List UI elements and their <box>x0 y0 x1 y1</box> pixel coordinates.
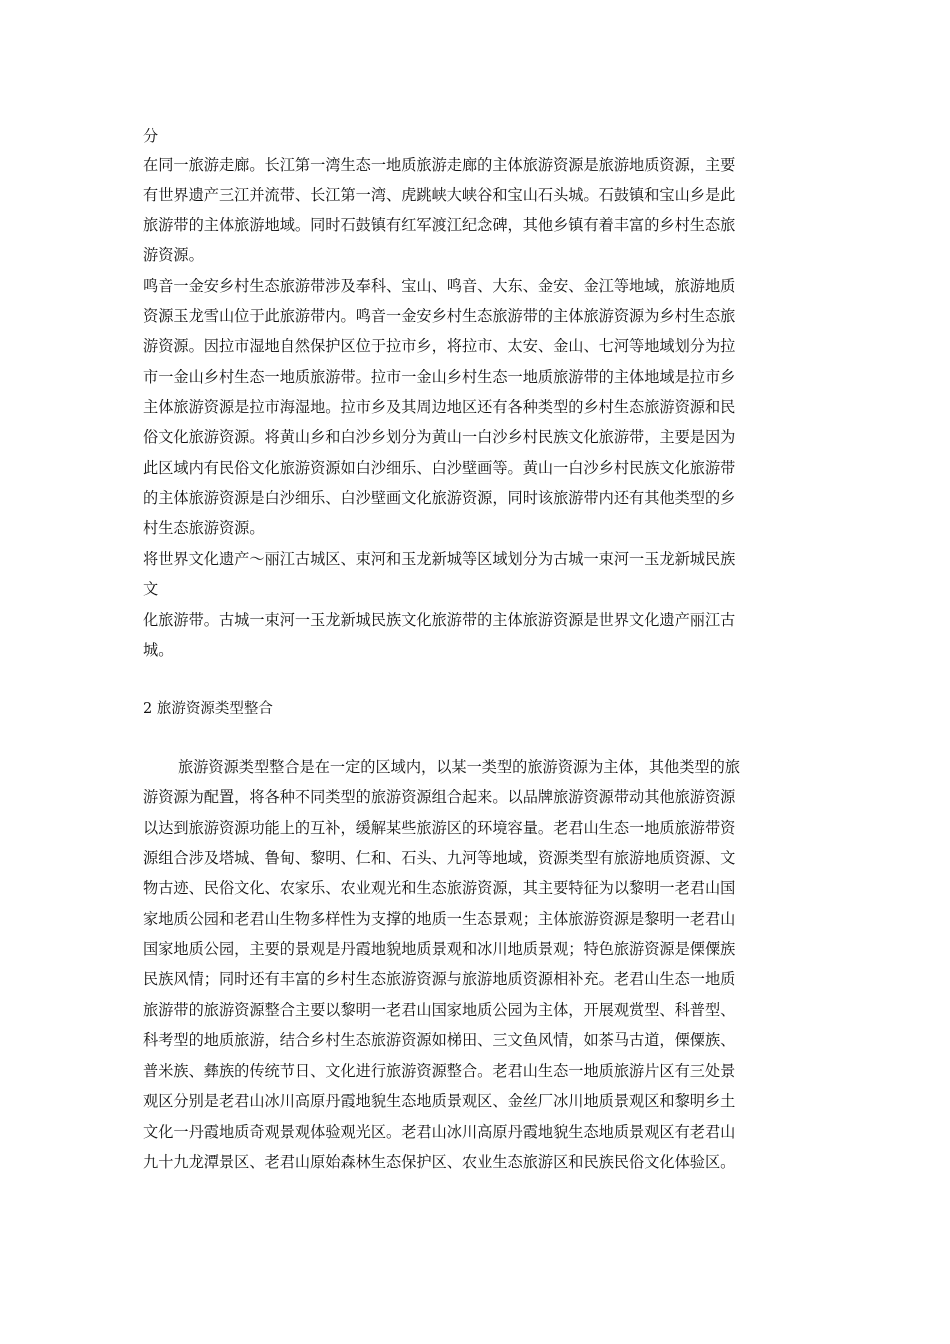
paragraph-line: 源组合涉及塔城、鲁甸、黎明、仁和、石头、九河等地域，资源类型有旅游地质资源、文 <box>143 849 736 867</box>
text-line: 村生态旅游资源。 <box>143 519 265 537</box>
paragraph-line: 旅游带的旅游资源整合主要以黎明一老君山国家地质公园为主体，开展观赏型、科普型、 <box>143 1001 736 1019</box>
paragraph-line: 观区分别是老君山冰川高原丹霞地貌生态地质景观区、金丝厂冰川地质景观区和黎明乡土 <box>143 1092 736 1110</box>
text-line: 有世界遗产三江并流带、长江第一湾、虎跳峡大峡谷和宝山石头城。石鼓镇和宝山乡是此 <box>143 186 736 204</box>
paragraph-line: 游资源为配置，将各种不同类型的旅游资源组合起来。以品牌旅游资源带动其他旅游资源 <box>143 788 736 806</box>
paragraph-line: 以达到旅游资源功能上的互补，缓解某些旅游区的环境容量。老君山生态一地质旅游带资 <box>143 819 736 837</box>
paragraph-line: 文化一丹霞地质奇观景观体验观光区。老君山冰川高原丹霞地貌生态地质景观区有老君山 <box>143 1123 736 1141</box>
paragraph-line: 物古迹、民俗文化、农家乐、农业观光和生态旅游资源，其主要特征为以黎明一老君山国 <box>143 879 736 897</box>
paragraph-line: 科考型的地质旅游，结合乡村生态旅游资源如梯田、三文鱼风情，如茶马古道，傈僳族、 <box>143 1031 736 1049</box>
paragraph-line: 旅游资源类型整合是在一定的区域内，以某一类型的旅游资源为主体，其他类型的旅 <box>178 758 740 776</box>
paragraph-line: 家地质公园和老君山生物多样性为支撑的地质一生态景观；主体旅游资源是黎明一老君山 <box>143 910 736 928</box>
text-line: 俗文化旅游资源。将黄山乡和白沙乡划分为黄山一白沙乡村民族文化旅游带，主要是因为 <box>143 428 736 446</box>
paragraph-line: 九十九龙潭景区、老君山原始森林生态保护区、农业生态旅游区和民族民俗文化体验区。 <box>143 1153 736 1171</box>
text-line: 此区域内有民俗文化旅游资源如白沙细乐、白沙壁画等。黄山一白沙乡村民族文化旅游带 <box>143 459 736 477</box>
text-line: 分 <box>143 127 159 145</box>
text-line: 游资源。 <box>143 246 204 264</box>
paragraph-line: 普米族、彝族的传统节日、文化进行旅游资源整合。老君山生态一地质旅游片区有三处景 <box>143 1062 736 1080</box>
text-line: 游资源。因拉市湿地自然保护区位于拉市乡，将拉市、太安、金山、七河等地域划分为拉 <box>143 337 736 355</box>
paragraph-line: 国家地质公园，主要的景观是丹霞地貌地质景观和冰川地质景观；特色旅游资源是傈僳族 <box>143 940 736 958</box>
section-heading: 2 旅游资源类型整合 <box>143 701 273 717</box>
text-line: 旅游带的主体旅游地域。同时石鼓镇有红军渡江纪念碑，其他乡镇有着丰富的乡村生态旅 <box>143 216 736 234</box>
text-line: 主体旅游资源是拉市海湿地。拉市乡及其周边地区还有各种类型的乡村生态旅游资源和民 <box>143 398 736 416</box>
text-line: 将世界文化遗产～丽江古城区、束河和玉龙新城等区域划分为古城一束河一玉龙新城民族 <box>143 550 736 568</box>
text-line: 鸣音一金安乡村生态旅游带涉及奉科、宝山、鸣音、大东、金安、金江等地域，旅游地质 <box>143 277 736 295</box>
text-line: 市一金山乡村生态一地质旅游带。拉市一金山乡村生态一地质旅游带的主体地域是拉市乡 <box>143 368 736 386</box>
text-line: 资源玉龙雪山位于此旅游带内。鸣音一金安乡村生态旅游带的主体旅游资源为乡村生态旅 <box>143 307 736 325</box>
text-line: 城。 <box>143 641 174 659</box>
paragraph-line: 民族风情；同时还有丰富的乡村生态旅游资源与旅游地质资源相补充。老君山生态一地质 <box>143 970 736 988</box>
text-line: 化旅游带。古城一束河一玉龙新城民族文化旅游带的主体旅游资源是世界文化遗产丽江古 <box>143 611 736 629</box>
text-line: 在同一旅游走廊。长江第一湾生态一地质旅游走廊的主体旅游资源是旅游地质资源，主要 <box>143 156 736 174</box>
text-line: 文 <box>143 580 159 598</box>
text-line: 的主体旅游资源是白沙细乐、白沙壁画文化旅游资源，同时该旅游带内还有其他类型的乡 <box>143 489 736 507</box>
